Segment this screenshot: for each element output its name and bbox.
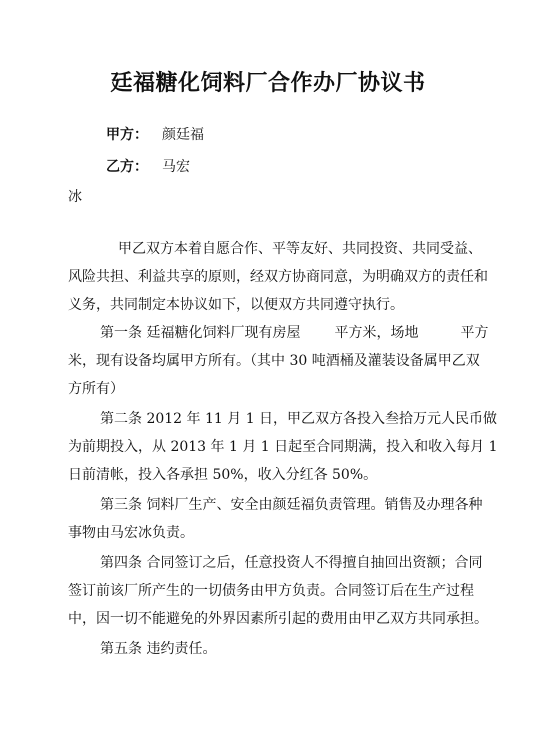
article-1-line-3: 方所有） (68, 381, 124, 397)
article-4-line-2: 签订前该厂所产生的一切债务由甲方负责。合同签订后在生产过程 (68, 583, 474, 599)
article-4-line-1: 第四条 合同签订之后，任意投资人不得擅自抽回出资额；合同 (100, 555, 483, 571)
article-3-line-1: 第三条 饲料厂生产、安全由颜廷福负责管理。销售及办理各种 (100, 497, 483, 513)
article-1-text-b: 平方米，场地 (334, 325, 419, 341)
party-b-name-continuation: 冰 (68, 189, 82, 205)
article-3-line-2: 事物由马宏冰负责。 (68, 525, 194, 541)
party-b-name: 马宏 (162, 159, 190, 175)
article-1-text-a: 第一条 廷福糖化饲料厂现有房屋 (100, 325, 301, 341)
article-2-line-3: 日前清帐，投入各承担 50%，收入分红各 50%。 (68, 467, 378, 483)
document-title: 廷福糖化饲料厂合作办厂协议书 (110, 70, 426, 96)
party-a-name: 颜廷福 (162, 127, 204, 143)
preamble-line-1: 甲乙双方本着自愿合作、平等友好、共同投资、共同受益、 (118, 241, 482, 257)
party-b-label: 乙方： (106, 159, 148, 175)
article-5-line-1: 第五条 违约责任。 (100, 641, 217, 657)
preamble-line-3: 义务，共同制定本协议如下，以便双方共同遵守执行。 (68, 297, 404, 313)
article-1-line-2: 米，现有设备均属甲方所有。（其中 30 吨酒桶及灌装设备属甲乙双 (68, 353, 480, 369)
party-a (106, 124, 204, 144)
article-1-line-1 (100, 322, 488, 342)
party-b (106, 156, 190, 176)
article-4-line-3: 中，因一切不能避免的外界因素所引起的费用由甲乙双方共同承担。 (68, 611, 488, 627)
party-a-label: 甲方： (106, 127, 148, 143)
article-2-line-1: 第二条 2012 年 11 月 1 日，甲乙双方各投入叁拾万元人民币做 (100, 411, 498, 427)
article-1-text-c: 平方 (460, 325, 489, 341)
preamble-line-2: 风险共担、利益共享的原则，经双方协商同意，为明确双方的责任和 (68, 269, 488, 285)
article-2-line-2: 为前期投入，从 2013 年 1 月 1 日起至合同期满，投入和收入每月 1 (68, 439, 498, 455)
